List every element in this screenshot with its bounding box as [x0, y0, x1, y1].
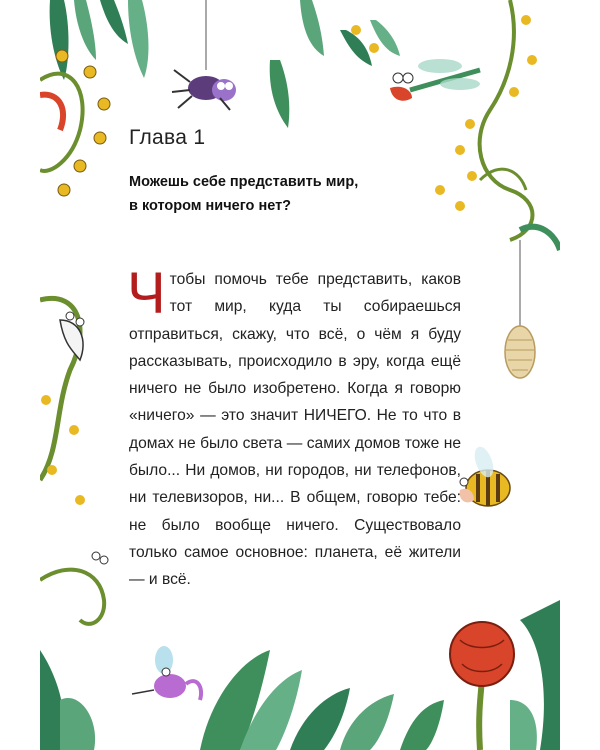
- spider-illustration: [172, 0, 236, 110]
- top-right-vine: [435, 0, 560, 250]
- subtitle-line-2: в котором ничего нет?: [129, 198, 292, 214]
- book-page: [40, 0, 560, 750]
- body-text: тобы помочь тебе представить, каков тот мир, куда ты собираешься отправиться, скажу, что всё, о чём я буду рассказывать, происходило в эру, когда ещё ничего не было изобретено. Когда я говорю «ничего» — это значит НИЧЕГО. Не то что в домах не было света — самих домов тоже не было... Ни домов, ни городов, ни телефонов, ни телевизоров, ни... В общем, говорю тебе: не было вообще ничего. Существовало только самое основное: планета, её жители — и всё.: [129, 271, 461, 589]
- chapter-title: Глава 1: [129, 126, 206, 149]
- drop-cap: Ч: [127, 261, 166, 326]
- bottom-left-vine: [40, 552, 108, 624]
- bottom-leaves: [40, 650, 444, 750]
- cocoon-illustration: [505, 240, 535, 378]
- dragonfly-illustration: [390, 59, 480, 101]
- subtitle-line-1: Можешь себе представить мир,: [129, 174, 359, 190]
- top-left-leaves: [50, 0, 149, 80]
- top-middle-leaves: [270, 0, 400, 128]
- red-flower-illustration: [450, 600, 560, 750]
- top-left-vine: [40, 50, 110, 196]
- left-creature-vine: [40, 298, 85, 505]
- bee-illustration: [460, 444, 510, 506]
- body-paragraph: [127, 261, 461, 594]
- mosquito-illustration: [132, 646, 201, 700]
- chapter-subtitle: [129, 170, 389, 218]
